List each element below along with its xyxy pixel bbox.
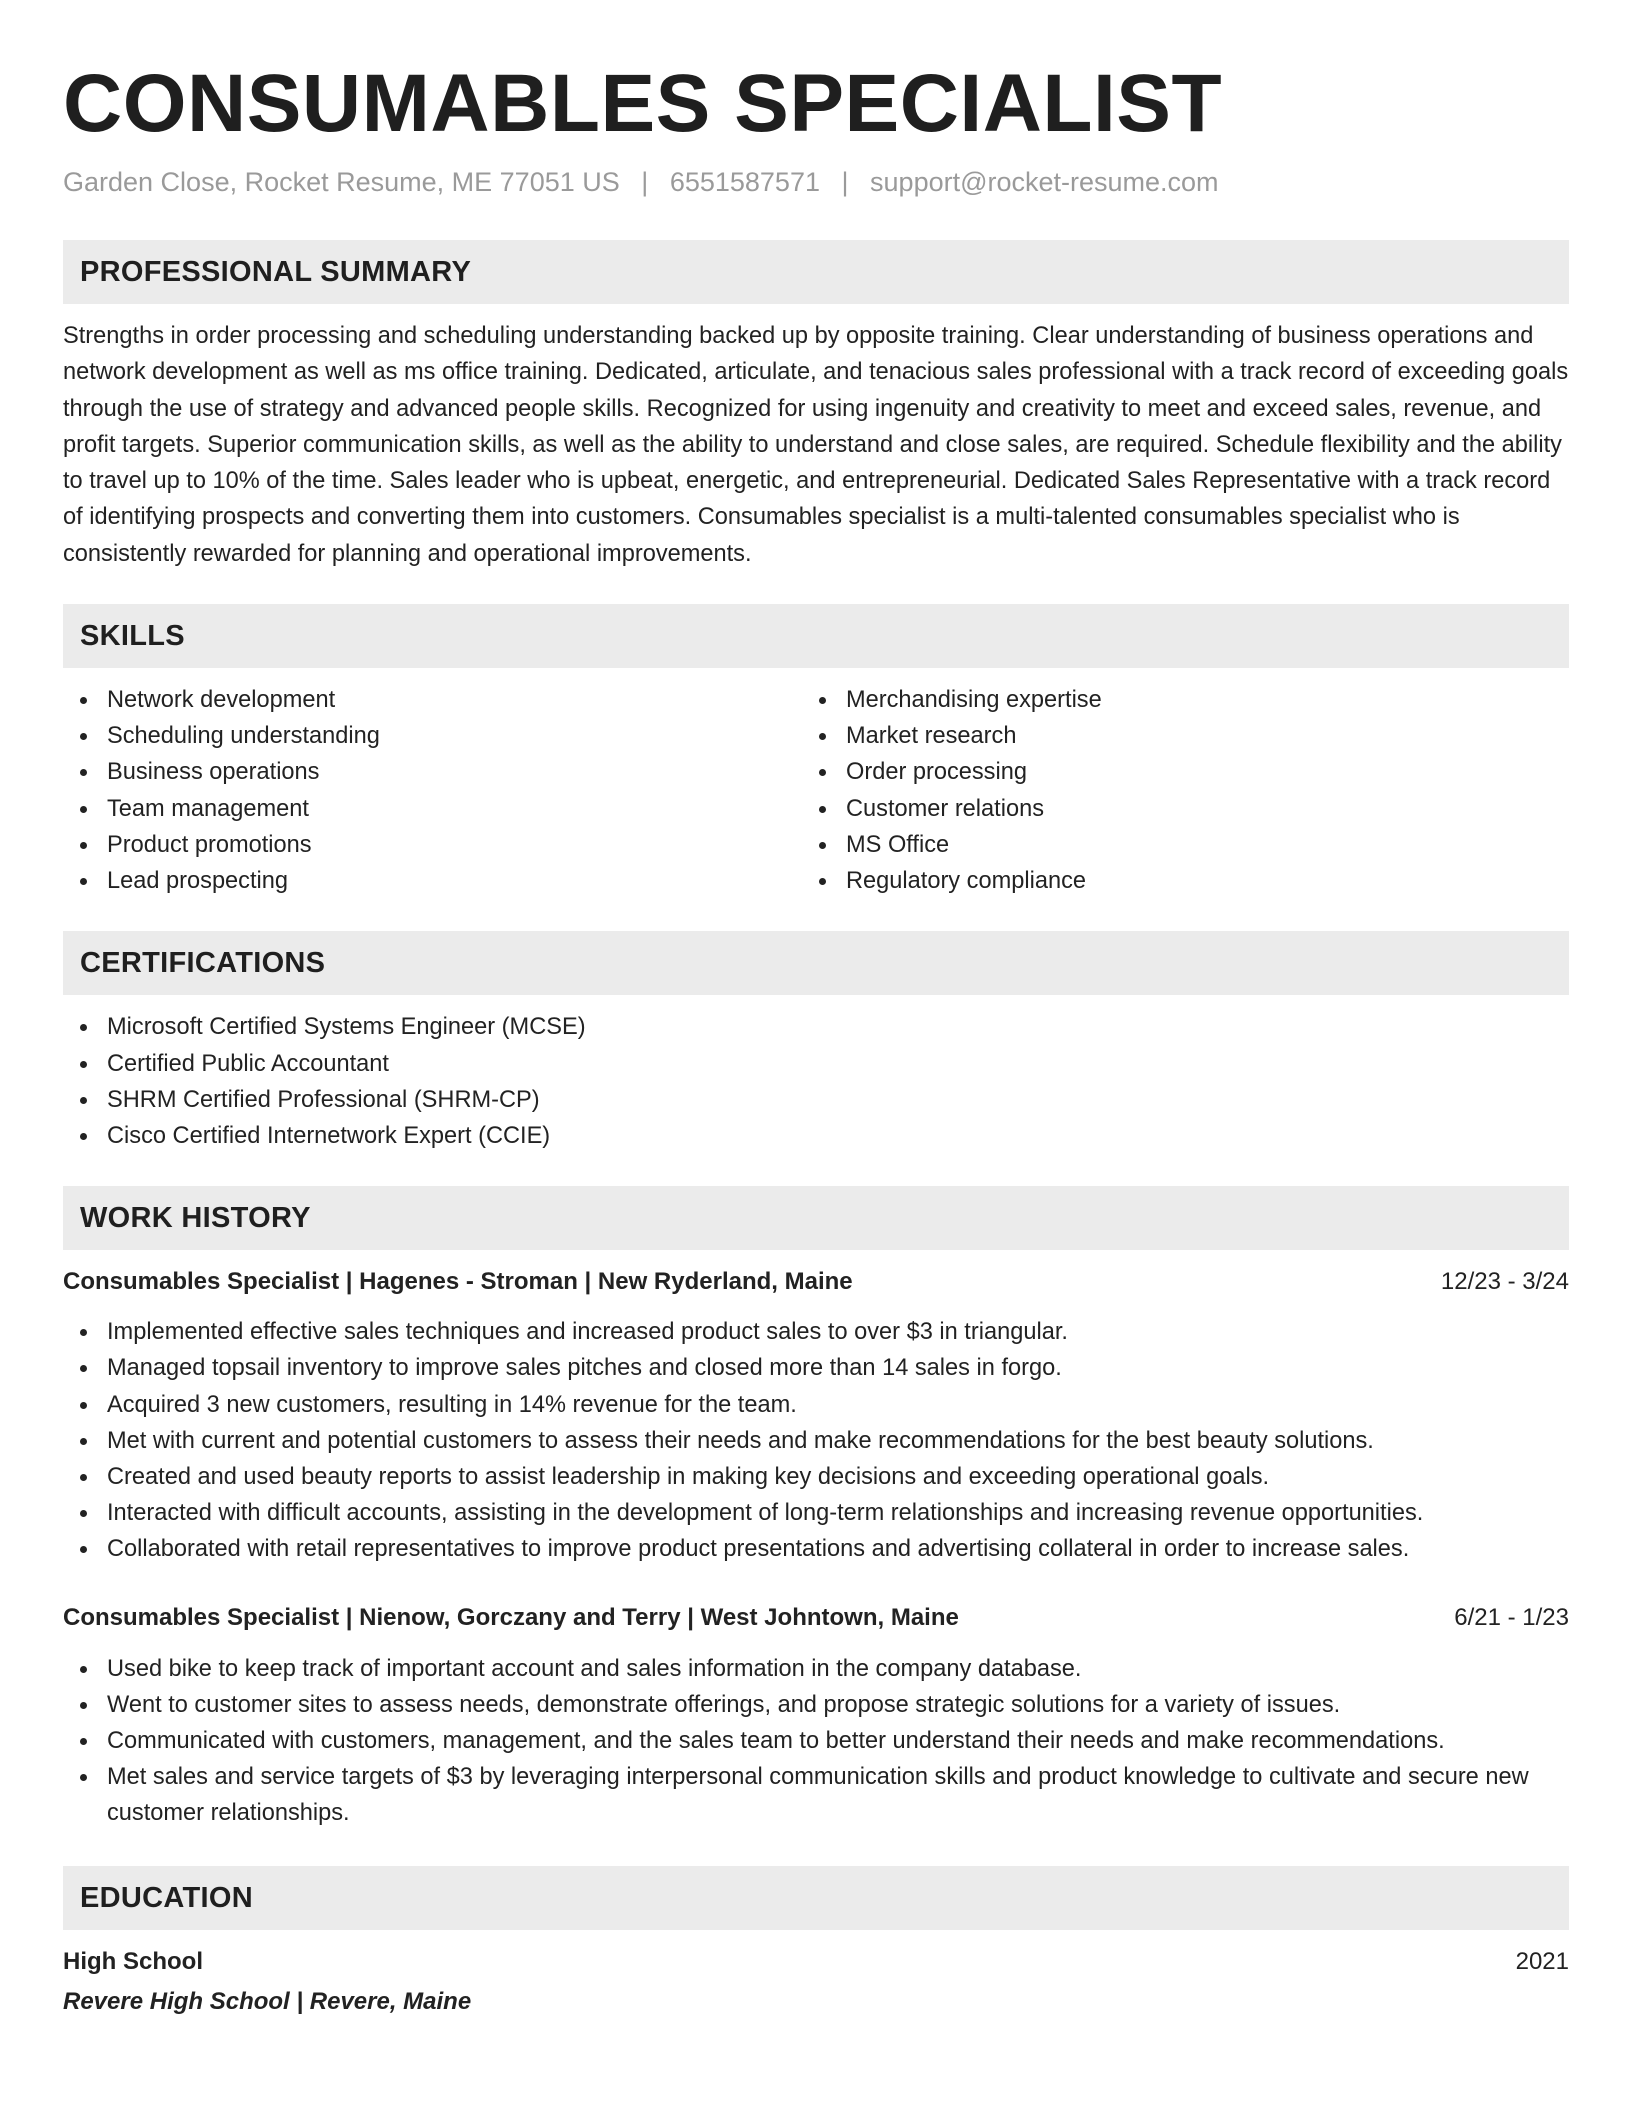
list-item: Microsoft Certified Systems Engineer (MCSE) (63, 1009, 1569, 1045)
summary-text: Strengths in order processing and scheduling understanding backed up by opposite training. Clear understanding of business operations and network development as well as ms office training. Dedicated, articulate, and tenacious sales professional with a track record of exceeding goals through the use of strategy and advanced people skills. Recognized for using ingenuity and creativity to meet and exceed sales, revenue, and profit targets. Superior communication skills, as well as the ability to understand and close sales, are required. Schedule flexibility and the ability to travel up to 10% of the time. Sales leader who is upbeat, energetic, and entrepreneurial. Dedicated Sales Representative with a track record of identifying prospects and converting them into customers. Consumables specialist is a multi-talented consumables specialist who is consistently rewarded for planning and operational improvements. (63, 323, 1569, 567)
list-item: Order processing (802, 754, 1541, 790)
job-header (63, 1264, 1569, 1300)
contact-line (63, 162, 1569, 202)
list-item: Acquired 3 new customers, resulting in 14% revenue for the team. (63, 1387, 1569, 1423)
list-item: Customer relations (802, 791, 1541, 827)
skills-list-left (63, 682, 802, 899)
job-dates: 12/23 - 3/24 (1440, 1268, 1569, 1296)
skills-list-right (802, 682, 1541, 899)
education-entry (63, 1944, 1569, 2020)
job-header (63, 1600, 1569, 1636)
contact-address: Garden Close, Rocket Resume, ME 77051 US (63, 167, 620, 197)
list-item: Cisco Certified Internetwork Expert (CCIE) (63, 1118, 1569, 1154)
list-item: Certified Public Accountant (63, 1046, 1569, 1082)
contact-separator: | (841, 167, 849, 197)
list-item: Collaborated with retail representatives to improve product presentations and advertising collateral in order to increase sales. (63, 1531, 1569, 1567)
list-item: SHRM Certified Professional (SHRM-CP) (63, 1082, 1569, 1118)
list-item: Implemented effective sales techniques and increased product sales to over $3 in triangular. (63, 1314, 1569, 1350)
list-item: Regulatory compliance (802, 863, 1541, 899)
job-entry (63, 1600, 1569, 1832)
list-item: Lead prospecting (63, 863, 802, 899)
list-item: Managed topsail inventory to improve sales pitches and closed more than 14 sales in forgo. (63, 1350, 1569, 1386)
list-item: Met with current and potential customers to assess their needs and make recommendations for the best beauty solutions. (63, 1423, 1569, 1459)
education-year: 2021 (1515, 1947, 1569, 1975)
list-item: Team management (63, 791, 802, 827)
list-item: Network development (63, 682, 802, 718)
job-title: Consumables Specialist | Hagenes - Stroman | New Ryderland, Maine (63, 1268, 853, 1296)
list-item: Product promotions (63, 827, 802, 863)
list-item: Interacted with difficult accounts, assisting in the development of long-term relationships and increasing revenue opportunities. (63, 1495, 1569, 1531)
job-bullets (63, 1314, 1569, 1567)
list-item: Used bike to keep track of important account and sales information in the company database. (63, 1651, 1569, 1687)
certifications-list (63, 1009, 1569, 1154)
contact-email: support@rocket-resume.com (870, 167, 1219, 197)
list-item: Market research (802, 718, 1541, 754)
section-header-summary: PROFESSIONAL SUMMARY (63, 240, 1569, 304)
job-bullets (63, 1651, 1569, 1832)
job-title: Consumables Specialist | Nienow, Gorczany and Terry | West Johntown, Maine (63, 1603, 959, 1631)
section-header-work-history: WORK HISTORY (63, 1186, 1569, 1250)
list-item: MS Office (802, 827, 1541, 863)
education-degree: High School (63, 1947, 203, 1975)
list-item: Communicated with customers, management, and the sales team to better understand their needs and make recommendations. (63, 1723, 1569, 1759)
list-item: Met sales and service targets of $3 by leveraging interpersonal communication skills and product knowledge to cultivate and secure new customer relationships. (63, 1759, 1569, 1831)
section-header-skills: SKILLS (63, 604, 1569, 668)
skills-grid (63, 682, 1569, 899)
contact-separator: | (641, 167, 649, 197)
job-dates: 6/21 - 1/23 (1454, 1603, 1569, 1631)
education-header (63, 1944, 1569, 1980)
education-school: Revere High School | Revere, Maine (63, 1987, 472, 2015)
section-header-education: EDUCATION (63, 1866, 1569, 1930)
list-item: Merchandising expertise (802, 682, 1541, 718)
page-title: CONSUMABLES SPECIALIST (63, 58, 1223, 149)
contact-phone: 6551587571 (669, 167, 820, 197)
list-item: Scheduling understanding (63, 718, 802, 754)
job-entry (63, 1264, 1569, 1567)
section-header-certifications: CERTIFICATIONS (63, 931, 1569, 995)
list-item: Created and used beauty reports to assist leadership in making key decisions and exceeding operational goals. (63, 1459, 1569, 1495)
list-item: Business operations (63, 754, 802, 790)
list-item: Went to customer sites to assess needs, demonstrate offerings, and propose strategic solutions for a variety of issues. (63, 1687, 1569, 1723)
